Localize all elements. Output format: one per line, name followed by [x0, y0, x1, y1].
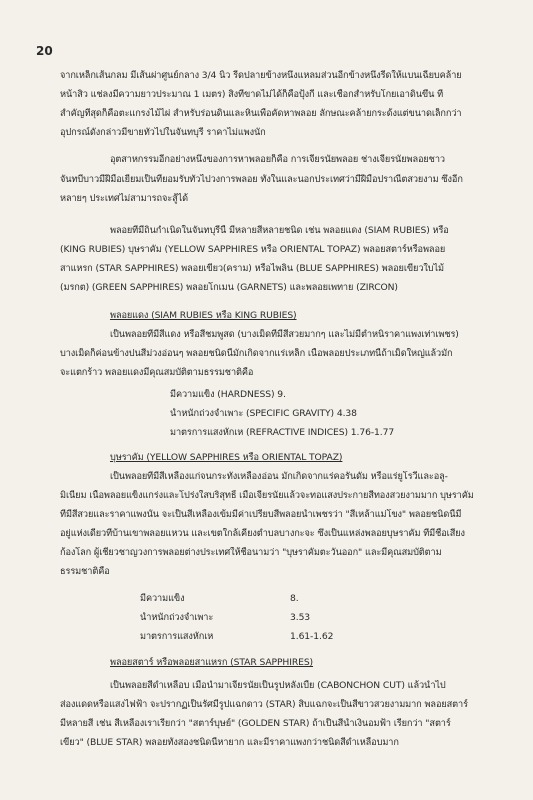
property-label: มาตรการแสงหักเห: [140, 631, 214, 642]
paragraph-line: เป็นพลอยที่มีสีแดง หรือสีชมพูสด (บางเม็ดที่มีสีสวยมากๆ และไม่มีตำหนิราคาแพงเท่าเพชร): [110, 329, 459, 340]
property-label: น้ำหนักถ่วงจำเพาะ: [140, 612, 214, 623]
paragraph-line: สำคัญที่สุดก็คือตะแกรงไม้ไผ่ สำหรับร่อนดินและหินเพื่อคัดหาพลอย ลักษณะคล้ายกระด้งแต่ขนาดเล็กกว่า: [60, 108, 462, 119]
paragraph-line: มิเนียม เนื้อพลอยแข็งแกร่งและโปร่งใสบริสุทธิ์ เมื่อเจียรนัยแล้วจะทอแสงประกายสีทองสวยงามมาก บุษราคัม: [60, 490, 474, 501]
paragraph-line: พลอยที่มีถิ่นกำเนิดในจันทบุรีนี้ มีหลายสีหลายชนิด เช่น พลอยแดง (SIAM RUBIES) หรือ: [110, 225, 449, 236]
property-value: 1.61-1.62: [290, 631, 334, 642]
paragraph-line: สาแหรก (STAR SAPPHIRES) พลอยเขียว(คราม) หรือไพลิน (BLUE SAPPHIRES) พลอยเขียวใบไม้: [60, 263, 444, 274]
property-line: มีความแข็ง (HARDNESS) 9.: [170, 389, 286, 400]
section-heading-ruby: พลอยแดง (SIAM RUBIES หรือ KING RUBIES): [110, 310, 297, 321]
paragraph-line: (มรกต) (GREEN SAPPHIRES) พลอยโกเมน (GARNETS) และพลอยเพทาย (ZIRCON): [60, 282, 398, 293]
page-number: 20: [36, 44, 53, 58]
paragraph-line: อยู่แห่งเดียวที่บ้านเขาพลอยแหวน และเขตใกล้เคียงตำบลบางกะจะ ซึ่งเป็นแหล่งพลอยบุษราคัม ที่มีชื่อเสียง: [60, 528, 465, 539]
paragraph-line: (KING RUBIES) บุษราคัม (YELLOW SAPPHIRES หรือ ORIENTAL TOPAZ) พลอยสตาร์หรือพลอย: [60, 244, 446, 255]
property-label: มีความแข็ง: [140, 593, 185, 604]
paragraph-line: อุปกรณ์ดังกล่าวมีขายทั่วไปในจันทบุรี ราคาไม่แพงนัก: [60, 127, 266, 138]
paragraph-line: ที่มีสีสวยและราคาแพงนั้น จะเป็นสีเหลืองเข้มมีค่าเปรียบสีพลอยน้ำเพชรว่า "สีเหล้าแม่โขง" พลอยชนิดนี้มี: [60, 509, 462, 520]
paragraph-line: เป็นพลอยสีดำเหลือบ เมื่อนำมาเจียรนัยเป็นรูปหลังเบี้ย (CABONCHON CUT) แล้วนำไป: [110, 680, 446, 691]
paragraph-line: มีหลายสี เช่น สีเหลืองเราเรียกว่า "สตาร์บุษย์" (GOLDEN STAR) ถ้าเป็นสีน้ำเงินอมฟ้า เรียกว่า "สตาร์: [60, 718, 451, 729]
section-heading-topaz: บุษราคัม (YELLOW SAPPHIRES หรือ ORIENTAL TOPAZ): [110, 452, 343, 463]
property-value: 8.: [290, 593, 299, 604]
paragraph-line: จันทบีบาวมีฝีมือเยี่ยมเป็นที่ยอมรับทั่วไปวงการพลอย ทั้งในและนอกประเทศว่ามีฝีมือปราณีตสวยงาม ซึ่งอีก: [60, 174, 463, 185]
paragraph-line: หน้าสิ่ว แช่ลงมีความยาวประมาณ 1 เมตร) สิ่งที่ขาดไม่ได้ก็คือปุ้งกี๋ และเชือกสำหรับโกยเอาดินขึ้น ที่: [60, 89, 444, 100]
paragraph-line: ก้องโลก ผู้เชี่ยวชาญวงการพลอยต่างประเทศให้ชื่อนามว่า "บุษราคัมตะวันออก" และมีคุณสมบัติตาม: [60, 547, 442, 558]
paragraph-line: เขียว" (BLUE STAR) พลอยทั้งสองชนิดนี้หายาก และมีราคาแพงกว่าชนิดสีดำเหลือบมาก: [60, 737, 399, 748]
paragraph-line: จะแตกร้าว พลอยแดงมีคุณสมบัติตามธรรมชาติคือ: [60, 367, 254, 378]
paragraph-line: ส่องแดดหรือแสงไฟฟ้า จะปรากฏเป็นรัศมีรูปแฉกดาว (STAR) สิบแฉกจะเป็นสีขาวสวยงามมาก พลอยสตาร์: [60, 699, 468, 710]
paragraph-line: จากเหล็กเส้นกลม มีเส้นผ่าศูนย์กลาง 3/4 นิ้ว รีดปลายข้างหนึ่งแหลมส่วนอีกข้างหนึ่งรีดให้แบนเฉียบคล้าย: [60, 70, 462, 81]
section-heading-star: พลอยสตาร์ หรือพลอยสาแหรก (STAR SAPPHIRES): [110, 657, 314, 668]
paragraph-line: เป็นพลอยที่มีสีเหลืองแก่จนกระทั่งเหลืองอ่อน มักเกิดจากแร่คอรันดัม หรือแร่ยูโรวีและอลู-: [110, 471, 448, 482]
property-line: น้ำหนักถ่วงจำเพาะ (SPECIFIC GRAVITY) 4.38: [170, 408, 357, 419]
property-line: มาตรการแสงหักเห (REFRACTIVE INDICES) 1.76-1.77: [170, 427, 395, 438]
paragraph-line: บางเม็ดก็ค่อนข้างปนสีม่วงอ่อนๆ พลอยชนิดนี้มักเกิดจากแร่เหล็ก เนื้อพลอยประเภทนี้ถ้าเม็ดใหญ่แล้วมัก: [60, 348, 453, 359]
paragraph-line: อุตสาหกรรมอีกอย่างหนึ่งของการหาพลอยก็คือ การเจียรนัยพลอย ช่างเจียรนัยพลอยชาว: [110, 154, 445, 165]
paragraph-line: ธรรมชาติคือ: [60, 566, 110, 577]
property-value: 3.53: [290, 612, 311, 623]
paragraph-line: หลายๆ ประเทศไม่สามารถจะสู้ได้: [60, 193, 188, 204]
